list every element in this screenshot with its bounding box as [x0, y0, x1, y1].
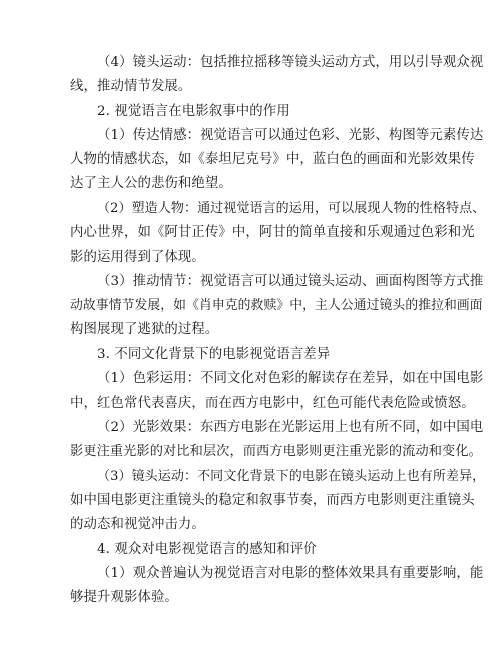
text-line: （2）塑造人物：通过视觉语言的运用，可以展现人物的性格特点、 [97, 201, 486, 216]
section-heading: 2. 视觉语言在电影叙事中的作用 [97, 104, 290, 119]
text-line: 线，推动情节发展。 [70, 79, 192, 94]
text-line: （1）色彩运用：不同文化对色彩的解读存在差异，如在中国电影 [97, 371, 484, 386]
text-line: （1）观众普遍认为视觉语言对电影的整体效果具有重要影响，能 [97, 566, 484, 581]
text-line: 中，红色常代表喜庆，而在西方电影中，红色可能代表危险或愤怒。 [70, 396, 475, 411]
text-line: （3）镜头运动：不同文化背景下的电影在镜头运动上也有所差异， [97, 469, 486, 484]
text-line: 如中国电影更注重镜头的稳定和叙事节奏，而西方电影则更注重镜头 [70, 493, 475, 508]
text-line: 内心世界，如《阿甘正传》中，阿甘的简单直接和乐观通过色彩和光 [70, 225, 475, 240]
text-line: （2）光影效果：东西方电影在光影运用上也有所不同，如中国电 [97, 420, 484, 435]
section-heading: 3. 不同文化背景下的电影视觉语言差异 [97, 347, 331, 362]
text-line: 的动态和视觉冲击力。 [70, 517, 205, 532]
section-heading: 4. 观众对电影视觉语言的感知和评价 [97, 542, 317, 557]
text-line: 构图展现了逃狱的过程。 [70, 322, 219, 337]
text-line: （3）推动情节：视觉语言可以通过镜头运动、画面构图等方式推 [97, 274, 484, 289]
text-line: 影更注重光影的对比和层次，而西方电影则更注重光影的流动和变化。 [70, 444, 482, 459]
text-line: 够提升观影体验。 [70, 590, 178, 605]
text-line: 影的运用得到了体现。 [70, 250, 205, 265]
text-line: （4）镜头运动：包括推拉摇移等镜头运动方式，用以引导观众视 [97, 55, 484, 70]
text-line: （1）传达情感：视觉语言可以通过色彩、光影、构图等元素传达 [97, 128, 484, 143]
text-line: 达了主人公的悲伤和绝望。 [70, 176, 232, 191]
text-line: 动故事情节发展，如《肖申克的救赎》中，主人公通过镜头的推拉和画面 [70, 298, 483, 313]
text-line: 人物的情感状态，如《泰坦尼克号》中，蓝白色的画面和光影效果传 [70, 152, 475, 167]
